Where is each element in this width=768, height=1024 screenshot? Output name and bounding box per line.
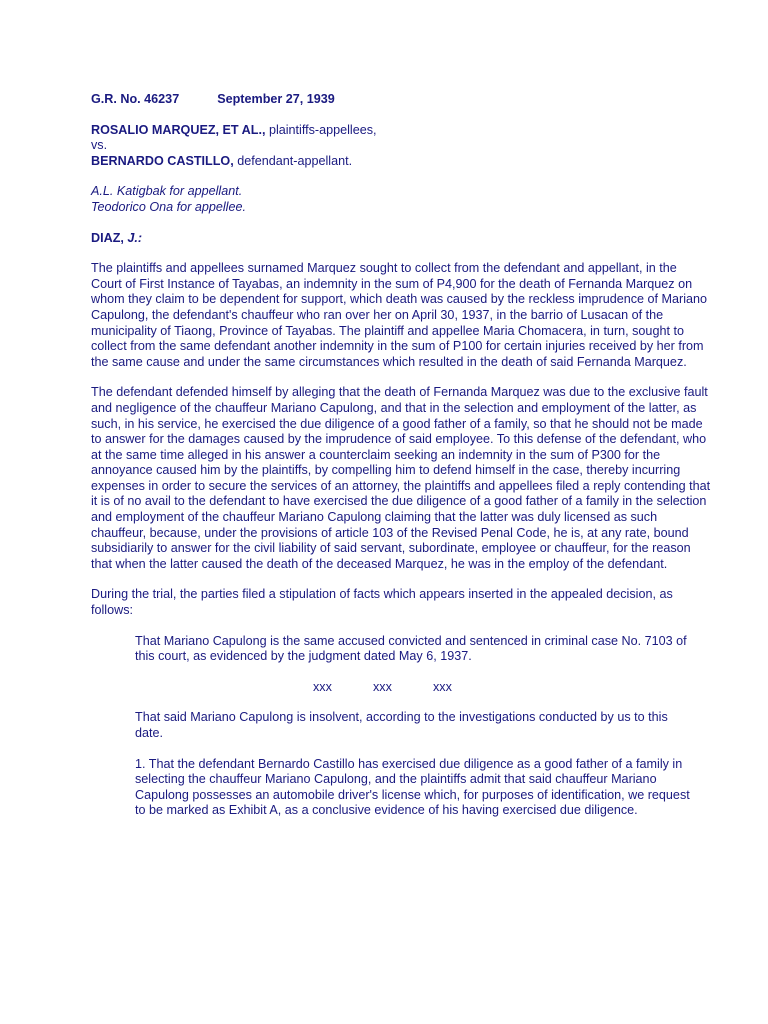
gr-number: G.R. No. 46237 [91,92,180,106]
ellipsis-1: xxx [313,679,332,694]
ponente [91,231,711,247]
paragraph-1: The plaintiffs and appellees surnamed Marquez sought to collect from the defendant and appellant, in the Court of First Instance of Tayabas, an indemnity in the sum of P4,900 for the death of Fernanda Marquez on whom they claim to be dependent for support, which death was caused by the reckless imprudence of Mariano Capulong, the defendant's chauffeur who ran over her on April 30, 1937, in the barrio of Lusacan of the municipality of Tiaong, Province of Tayabas. The plaintiff and appellee Maria Chomacera, in turn, sought to collect from the same defendant another indemnity in the sum of P100 for certain injuries received by her from the same cause and under the same circumstances which resulted in the death of said Fernanda Marquez. [91,261,708,369]
ellipsis-3: xxx [433,679,452,694]
quote-paragraph-3: 1. That the defendant Bernardo Castillo has exercised due diligence as a good father of a family in selecting the chauffeur Mariano Capulong, and the plaintiffs admit that said chauffeur Mariano Capulong possesses an automobile driver's license which, for purposes of identification, we request to be marked as Exhibit A, as a conclusive evidence of his having exercised due diligence. [135,756,690,818]
plaintiffs-line [91,123,711,139]
ellipsis-marker [135,680,695,696]
judge-title: J.: [127,230,143,245]
defendant-name: BERNARDO CASTILLO, [91,153,234,168]
paragraph-3: During the trial, the parties filed a stipulation of facts which appears inserted in the appealed decision, as follows: [91,587,673,618]
quote-paragraph-1: That Mariano Capulong is the same accused convicted and sentenced in criminal case No. 7103 of this court, as evidenced by the judgment dated May 6, 1937. [135,633,687,664]
decision-date: September 27, 1939 [217,92,335,106]
ellipsis-2: xxx [373,679,392,694]
case-header [91,92,711,108]
judge-name: DIAZ, [91,230,128,245]
counsel-appellee: Teodorico Ona for appellee. [91,199,246,214]
versus-line: vs. [91,138,108,153]
plaintiffs-role: plaintiffs-appellees, [265,122,377,137]
defendant-role: defendant-appellant. [233,153,353,168]
counsel-appellant: A.L. Katigbak for appellant. [91,184,243,199]
document-page [91,92,711,834]
defendant-line [91,154,711,170]
stipulation-quote [135,634,695,819]
case-parties [91,123,711,170]
quote-paragraph-2: That said Mariano Capulong is insolvent, according to the investigations conducted by us to this date. [135,710,668,740]
plaintiffs-name: ROSALIO MARQUEZ, ET AL., [91,122,266,137]
paragraph-2: The defendant defended himself by alleging that the death of Fernanda Marquez was due to the exclusive fault and negligence of the chauffeur Mariano Capulong, and that in the selection and employment of the latter, as such, in his service, he exercised the due diligence of a good father of a family, so that he should not be made to answer for the damages caused by the imprudence of said employee. To this defense of the defendant, who at the same time alleged in his answer a counterclaim seeking an indemnity in the sum of P300 for the annoyance caused him by the plaintiffs, by compelling him to defend himself in the case, thereby incurring expenses in order to secure the services of an attorney, the plaintiffs and appellees filed a reply contending that it is of no avail to the defendant to have exercised the due diligence of a good father of a family in the selection and employment of the chauffeur Mariano Capulong claiming that the latter was duly licensed as such chauffeur, because, under the provisions of article 103 of the Revised Penal Code, he is, at any rate, bound subsidiarily to answer for the civil liability of said servant, subordinate, employee or chauffeur, for the reason that when the latter caused the death of the deceased Marquez, he was in the employ of the defendant. [91,385,711,571]
counsel-block [91,184,711,215]
